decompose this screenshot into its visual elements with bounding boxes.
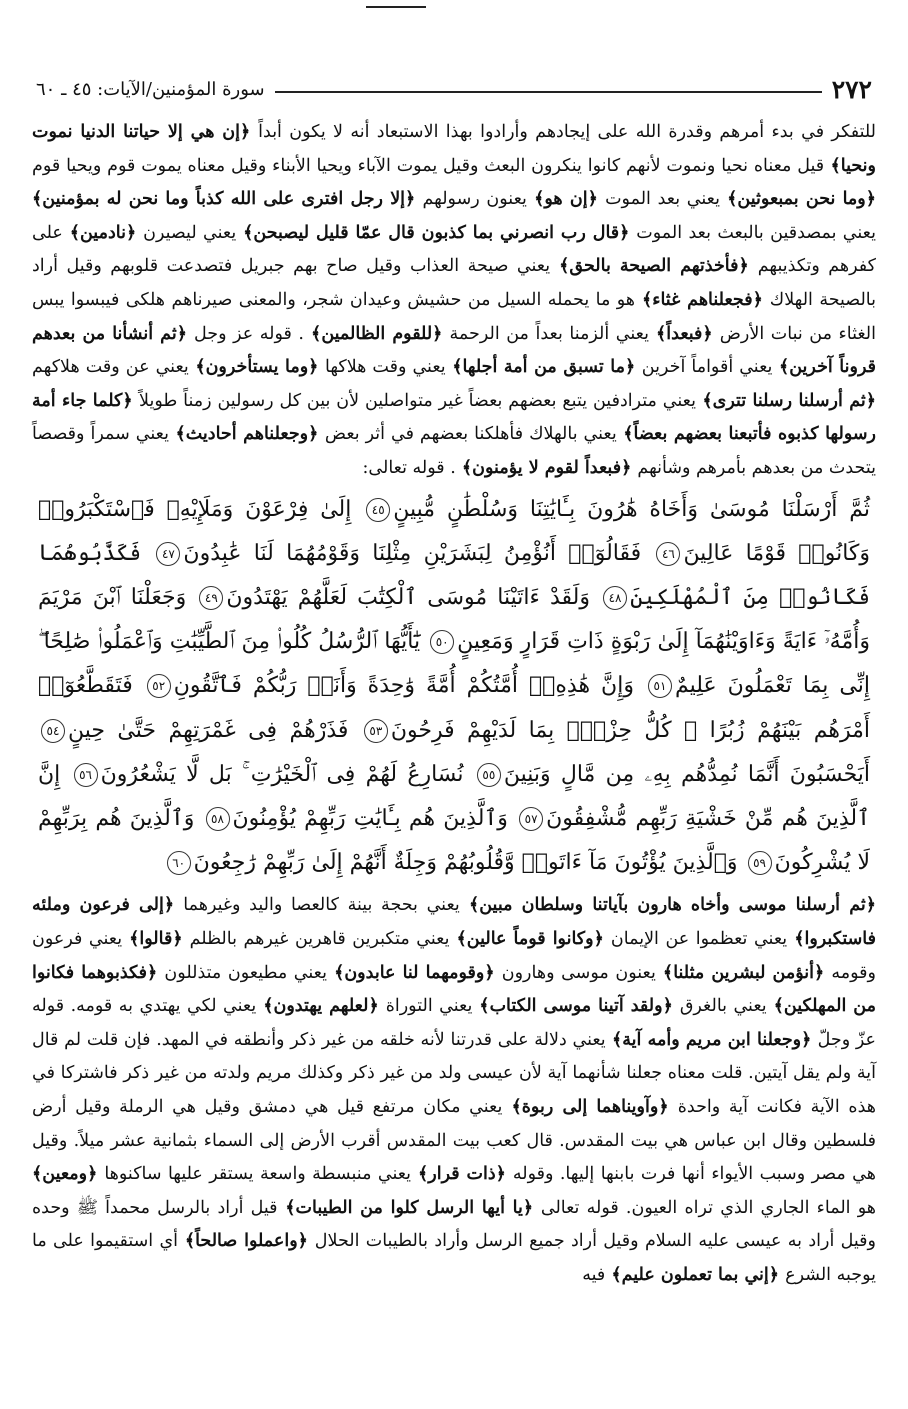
verse-text: إِلَىٰ فِرْعَوْنَ وَمَلَإِيْهِۦ فَٱسْتَكْبَرُوا۟ وَكَانُوا۟ قَوْمًا عَالِينَ bbox=[38, 496, 870, 566]
quoted-verse: ﴿فجعلناهم غثاء﴾ bbox=[635, 289, 770, 310]
verse-text: وَٱلَّذِينَ هُم بِرَبِّهِمْ لَا يُشْرِكُونَ bbox=[38, 805, 870, 876]
commentary-text: يعني أقواماً آخرين bbox=[641, 357, 773, 378]
page-content bbox=[32, 116, 876, 1292]
commentary-text: هو الماء الجاري الذي تراه العيون. قوله تعالى bbox=[540, 1197, 877, 1218]
quoted-verse: ﴿ولقد آتينا موسى الكتاب﴾ bbox=[472, 996, 680, 1017]
quoted-verse: ﴿كلما جاء أمة رسولها كذبوه فأتبعنا بعضهم بعضاً﴾ bbox=[32, 390, 876, 445]
quoted-verse: ﴿فكذبوهما فكانوا من المهلكين﴾ bbox=[32, 962, 877, 1017]
commentary-text: هو ما يحمله السيل من حشيش وعيدان شجر، والمعنى صيرناهم هلكى فيبسوا يبس الغثاء من نبات الأرض bbox=[32, 289, 876, 344]
commentary-text: يعني مطيعون متذللون bbox=[164, 962, 327, 983]
ayah-number-marker: ٥٤ bbox=[41, 719, 65, 743]
quoted-verse: ﴿إن هي إلا حياتنا الدنيا نموت ونحيا﴾ bbox=[32, 122, 877, 176]
quoted-verse: ﴿أنؤمن لبشرين مثلنا﴾ bbox=[655, 962, 832, 983]
quoted-verse: ﴿إلى فرعون وملئه فاستكبروا﴾ bbox=[32, 895, 877, 949]
quoted-verse: ﴿ثم أنشأنا من بعدهم قروناً آخرين﴾ bbox=[32, 323, 876, 378]
commentary-text: يعنون رسولهم bbox=[422, 189, 527, 210]
quoted-verse: ﴿فبعداً لقوم لا يؤمنون﴾ bbox=[455, 457, 638, 478]
quoted-verse: ﴿فبعداً﴾ bbox=[648, 323, 720, 344]
commentary-text: للتفكر في بدء أمرهم وقدرة الله على إيجادهم وأرادوا بهذا الاستبعاد أنه لا يكون أبداً bbox=[258, 122, 876, 142]
commentary-text: يعني دلالة على قدرتنا لأنه خلقه من غير ذكر وأنطقه في المهد. فإن قلت لم قال آية ولم يقل آيتين. قلت معناه جعلنا شأنهما آية لأن عيسى ولد من غير ذكر وكذلك مريم ولدته من غير ذكر فاشتركا في هذه الآية فكانت آية واحدة bbox=[32, 1029, 876, 1117]
commentary-text: يعني ليصيرن bbox=[143, 222, 237, 243]
ayah-number-marker: ٥٢ bbox=[147, 674, 171, 698]
commentary-text: يعني بالغرق bbox=[679, 996, 767, 1017]
commentary-text: قيل معناه نحيا ونموت لأنهم كانوا ينكرون البعث وقيل يموت الآباء ويحيا الأبناء وقيل معناه يموت قوم ويحيا قوم bbox=[32, 155, 825, 176]
ayah-number-marker: ٦٠ bbox=[167, 851, 191, 875]
commentary-text: . قوله عز وجل bbox=[194, 323, 304, 344]
quoted-verse: ﴿وآويناهما إلى ربوة﴾ bbox=[502, 1096, 678, 1117]
commentary-text: يعني التوراة bbox=[385, 996, 473, 1017]
verse-text: نُسَارِعُ لَهُمْ فِى ٱلْخَيْرَٰتِ ۚ بَل لَّا يَشْعُرُونَ bbox=[100, 761, 464, 787]
ayah-number-marker: ٤٩ bbox=[199, 586, 223, 610]
ayah-number-marker: ٥٣ bbox=[364, 719, 388, 743]
quoted-verse: ﴿وقومهما لنا عابدون﴾ bbox=[326, 962, 502, 983]
commentary-text: يعني تعظموا عن الإيمان bbox=[610, 928, 788, 949]
verse-text: فَقَالُوٓا۟ أَنُؤْمِنُ لِبَشَرَيْنِ مِثْلِنَا وَقَوْمُهُمَا لَنَا عَٰبِدُونَ bbox=[183, 540, 642, 566]
commentary-text: قيل أراد بالرسل محمداً ﷺ وحده وقيل أراد به عيسى عليه السلام وقيل أراد جميع الرسل وأراد بالطيبات الحلال bbox=[32, 1197, 876, 1252]
commentary-text: على كفرهم وتكذيبهم bbox=[32, 222, 876, 277]
page-number: ٢٧٢ bbox=[831, 74, 872, 104]
verse-text: وَلَقَدْ ءَاتَيْنَا مُوسَى ٱلْكِتَٰبَ لَعَلَّهُمْ يَهْتَدُونَ bbox=[226, 584, 590, 610]
quoted-verse: ﴿قالوا﴾ bbox=[122, 928, 190, 949]
quoted-verse: ﴿ما تسبق من أمة أجلها﴾ bbox=[445, 357, 642, 378]
ayah-number-marker: ٤٦ bbox=[656, 542, 680, 566]
quran-verses bbox=[32, 486, 876, 890]
quoted-verse: ﴿للقوم الظالمين﴾ bbox=[303, 323, 450, 344]
top-margin-mark bbox=[366, 6, 426, 8]
verse-text: ثُمَّ أَرْسَلْنَا مُوسَىٰ وَأَخَاهُ هَٰرُونَ بِـَٔايَٰتِنَا وَسُلْطَٰنٍ مُّبِينٍ bbox=[393, 496, 870, 522]
commentary-bottom bbox=[32, 889, 876, 1292]
page-header bbox=[36, 72, 872, 106]
quoted-verse: ﴿وجعلناهم أحاديث﴾ bbox=[168, 424, 325, 445]
commentary-text: يعني بمصدقين بالبعث بعد الموت bbox=[636, 222, 876, 243]
commentary-text: يعني بحجة بينة كالعصا واليد وغيرهما bbox=[183, 895, 460, 916]
quoted-verse: ﴿قال رب انصرني بما كذبون قال عمّا قليل ليصبحن﴾ bbox=[236, 222, 637, 243]
commentary-text: يعني عن وقت هلاكهم bbox=[32, 357, 189, 378]
verse-text: فَذَرْهُمْ فِى غَمْرَتِهِمْ حَتَّىٰ حِينٍ bbox=[68, 717, 349, 743]
commentary-text: يعني سمراً وقصصاً يتحدث من بعدهم بأمرهم وشأنهم bbox=[32, 424, 876, 478]
verse-text: فَتَقَطَّعُوٓا۟ أَمْرَهُم بَيْنَهُمْ زُبُرًا ۖ كُلُّ حِزْبٍۭ بِمَا لَدَيْهِمْ فَرِحُونَ bbox=[38, 673, 870, 743]
surah-title: سورة المؤمنين/الآيات: ٤٥ ـ ٦٠ bbox=[36, 78, 265, 100]
ayah-number-marker: ٤٧ bbox=[156, 542, 180, 566]
quoted-verse: ﴿فأخذتهم الصيحة بالحق﴾ bbox=[550, 256, 758, 277]
quoted-verse: ﴿إن هو﴾ bbox=[526, 189, 606, 210]
quoted-verse: ﴿ثم أرسلنا رسلنا تترى﴾ bbox=[695, 390, 877, 411]
quoted-verse: ﴿إني بما تعملون عليم﴾ bbox=[605, 1264, 786, 1285]
verse-text: فَكَذَّبُوهُمَا فَكَانُوا۟ مِنَ ٱلْمُهْلَكِينَ bbox=[38, 540, 871, 610]
commentary-text: يعني فرعون وقومه bbox=[32, 928, 876, 983]
verse-text: أَيَحْسَبُونَ أَنَّمَا نُمِدُّهُم بِهِۦ مِن مَّالٍ وَبَنِينَ bbox=[503, 761, 871, 787]
ayah-number-marker: ٥٧ bbox=[519, 807, 543, 831]
header-rule bbox=[275, 91, 822, 93]
quoted-verse: ﴿ثم أرسلنا موسى وأخاه هارون بآياتنا وسلطان مبين﴾ bbox=[459, 895, 876, 916]
quoted-verse: ﴿ومعين﴾ bbox=[32, 1164, 105, 1185]
commentary-text: يعني لكي يهتدي به قومه. قوله عزّ وجلّ bbox=[32, 996, 877, 1050]
ayah-number-marker: ٥٨ bbox=[206, 807, 230, 831]
quoted-verse: ﴿وجعلنا ابن مريم وأمه آية﴾ bbox=[605, 1029, 818, 1050]
quoted-verse: ﴿إلا رجل افترى على الله كذباً وما نحن له بمؤمنين﴾ bbox=[32, 189, 423, 210]
verse-text: وَإِنَّ هَٰذِهِۦٓ أُمَّتُكُمْ أُمَّةً وَٰحِدَةً وَأَنَا۠ رَبُّكُمْ فَٱتَّقُونِ bbox=[173, 673, 634, 699]
commentary-text: يعني متكبرين قاهرين غيرهم بالظلم bbox=[189, 928, 450, 949]
quoted-verse: ﴿وكانوا قوماً عالين﴾ bbox=[449, 928, 611, 949]
ayah-number-marker: ٥٥ bbox=[477, 763, 501, 787]
ayah-number-marker: ٥٠ bbox=[430, 630, 454, 654]
commentary-text: يعني منبسطة واسعة يستقر عليها ساكنوها bbox=[104, 1164, 412, 1185]
quoted-verse: ﴿لعلهم يهتدون﴾ bbox=[256, 996, 386, 1017]
verse-text: وَجَعَلْنَا ٱبْنَ مَرْيَمَ وَأُمَّهُۥٓ ءَايَةً وَءَاوَيْنَٰهُمَآ إِلَىٰ رَبْوَةٍ ذَاتِ قَرَارٍ وَمَعِينٍ bbox=[38, 584, 870, 655]
commentary-text: يعني وقت هلاكها bbox=[325, 357, 446, 378]
verse-text: وَٱلَّذِينَ هُم بِـَٔايَٰتِ رَبِّهِمْ يُؤْمِنُونَ bbox=[232, 805, 508, 831]
quoted-verse: ﴿يا أيها الرسل كلوا من الطيبات﴾ bbox=[277, 1197, 541, 1218]
commentary-text: يعنون موسى وهارون bbox=[501, 962, 656, 983]
ayah-number-marker: ٤٨ bbox=[603, 586, 627, 610]
commentary-text: أي استقيموا على ما يوجبه الشرع bbox=[32, 1231, 876, 1285]
quoted-verse: ﴿واعملوا صالحاً﴾ bbox=[178, 1231, 315, 1252]
ayah-number-marker: ٤٥ bbox=[366, 498, 390, 522]
commentary-text: يعني بالهلاك فأهلكنا بعضهم في أثر بعض bbox=[324, 424, 617, 445]
commentary-text: . قوله تعالى: bbox=[362, 457, 456, 478]
ayah-number-marker: ٥١ bbox=[648, 674, 672, 698]
ayah-number-marker: ٥٩ bbox=[748, 851, 772, 875]
commentary-text: فيه bbox=[582, 1264, 606, 1285]
verse-text: يَٰٓأَيُّهَا ٱلرُّسُلُ كُلُوا۟ مِنَ ٱلطَّيِّبَٰتِ وَٱعْمَلُوا۟ صَٰلِحًا ۖ إِنِّى بِمَا تَعْمَلُونَ عَلِيمٌ bbox=[38, 629, 870, 699]
verse-text: إِنَّ ٱلَّذِينَ هُم مِّنْ خَشْيَةِ رَبِّهِم مُّشْفِقُونَ bbox=[38, 761, 870, 831]
commentary-text: يعني مترادفين يتبع بعضهم بعضاً غير متواصلين لأن بين كل رسولين زمناً طويلاً bbox=[139, 390, 696, 411]
quoted-verse: ﴿وما يستأخرون﴾ bbox=[188, 357, 325, 378]
verse-text: وَٱلَّذِينَ يُؤْتُونَ مَآ ءَاتَوا۟ وَّقُلُوبُهُمْ وَجِلَةٌ أَنَّهُمْ إِلَىٰ رَبِّهِمْ رَٰجِعُونَ bbox=[193, 850, 738, 876]
commentary-text: يعني بعد الموت bbox=[605, 189, 720, 210]
ayah-number-marker: ٥٦ bbox=[74, 763, 98, 787]
quoted-verse: ﴿ذات قرار﴾ bbox=[411, 1164, 513, 1185]
commentary-text: يعني ألزمنا بعداً من الرحمة bbox=[449, 323, 649, 344]
commentary-text: يعني مكان مرتفع قيل هي دمشق وقيل هي الرملة وقيل أرض فلسطين وقال ابن عباس هي بيت المقدس. قال كعب بيت المقدس أقرب الأرض إلى السماء بثمانية عشر ميلاً. وقيل هي مصر وسبب الأيواء أنها فرت بابنها إليها. وقوله bbox=[32, 1096, 877, 1185]
quoted-verse: ﴿وما نحن بمبعوثين﴾ bbox=[719, 189, 876, 210]
quoted-verse: ﴿نادمين﴾ bbox=[62, 222, 144, 243]
commentary-text: يعني صيحة العذاب وقيل صاح بهم جبريل فتصدعت قلوبهم وقيل أراد بالصيحة الهلاك bbox=[32, 256, 877, 310]
commentary-top bbox=[32, 116, 876, 486]
